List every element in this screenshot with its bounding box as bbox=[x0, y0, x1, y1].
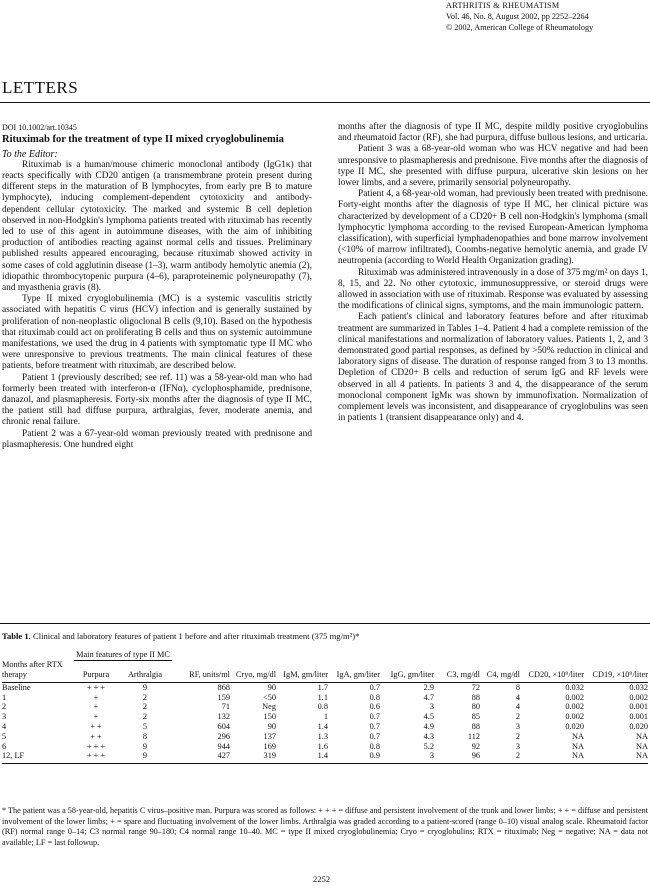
table-cell: 319 bbox=[230, 751, 276, 763]
paragraph-intro: Rituximab is a human/mouse chimeric monoclonal antibody (IgG1κ) that reacts specifically with CD20 antigen (a transmembrane protein present during different steps in the maturation of B lymphocytes, from early pre B to mature lymphocyte), inducing complement-dependent cytotoxicity and antibody-dependent cellular cytotoxicity. The marked and systemic B cell depletion observed in non-Hodgkin's lymphoma patients treated with rituximab has recently led to use of this agent in autoimmune diseases, with the aim of inhibiting production of antibodies reacting against normal cells and tissues. Preliminary published results appeared encouraging, because rituximab showed activity in some cases of cold agglutinin disease (1–3), warm antibody hemolytic anemia (2), idiopathic thrombocytopenic purpura (4–6), paraproteinemic polyneuropathy (7), and myasthenia gravis (8). bbox=[2, 159, 312, 293]
section-title: LETTERS bbox=[2, 78, 79, 97]
paragraph-patient-3: Patient 3 was a 68-year-old woman who was HCV negative and had been unresponsive to plasmapheresis and prednisone. Five months after the diagnosis of type II MC, she presented with diffuse purpura, ulcerative skin lesions on her lower limbs, and a severe, primarily sensorial polyneuropathy. bbox=[338, 144, 648, 189]
paragraph-dosing: Rituximab was administered intravenously in a dose of 375 mg/m² on days 1, 8, 15, and 22. No other cytotoxic, immunosuppressive, or steroid drugs were allowed in association with use of rituximab. Response was evaluated by assessing the modifications of clinical signs, symptoms, and the main immunologic pattern. bbox=[338, 267, 648, 312]
section-rule bbox=[0, 102, 650, 103]
table-cell: + bbox=[93, 702, 99, 712]
table-cell: 80 bbox=[471, 702, 480, 712]
table-row bbox=[2, 693, 648, 703]
col-header: C4, mg/dl bbox=[480, 660, 520, 682]
table-cell: 0.6 bbox=[369, 702, 380, 712]
table-cell: 9 bbox=[142, 682, 148, 692]
table-cell: 3 bbox=[2, 712, 7, 722]
table-cell: + bbox=[93, 712, 99, 722]
table-cell: 2 bbox=[142, 712, 148, 722]
left-column bbox=[2, 122, 312, 451]
table-cell: Baseline bbox=[2, 682, 31, 692]
table-cell: 1 bbox=[2, 692, 7, 702]
article-doi: DOI 10.1002/art.10345 bbox=[2, 123, 77, 132]
col-header: CD19, ×10⁹/liter bbox=[584, 660, 648, 682]
col-header: Arthralgia bbox=[118, 660, 172, 682]
paragraph-results: Each patient's clinical and laboratory features before and after rituximab treatment are summarized in Tables 1–4. Patient 4 had a complete remission of the clinical manifestations and normalization of laboratory values. Patients 1, 2, and 3 demonstrated good partial responses, as defined by >50% reduction in clinical and laboratory signs of disease. The duration of response ranged from 3 to 13 months. Depletion of CD20+ B cells and reduction of serum IgG and RF levels were observed in all 4 patients. In patients 3 and 4, the disappearance of the serum monoclonal component IgMκ was shown by immunofixation. Normalization of complement levels was inconsistent, and disappearance of cryoglobulins was seen in patients 1 (transient disappearance only) and 4. bbox=[338, 312, 648, 424]
table-top-rule bbox=[0, 623, 650, 624]
table-caption bbox=[2, 631, 359, 641]
volume-line: Vol. 46, No. 8, August 2002, pp 2252–2264 bbox=[446, 12, 589, 21]
table-cell: 2 bbox=[142, 702, 148, 712]
table-cell: 0.002 bbox=[565, 692, 584, 702]
table-cell: 5.2 bbox=[423, 741, 434, 751]
table-label: Table 1. bbox=[2, 631, 31, 641]
table-cell: 132 bbox=[217, 712, 230, 722]
journal-header bbox=[446, 0, 646, 33]
table-cell: 5 bbox=[142, 722, 148, 732]
table-cell: 0.7 bbox=[369, 731, 380, 741]
table-cell: 8 bbox=[142, 731, 148, 741]
table-cell: 868 bbox=[217, 682, 230, 692]
table-cell: 2 bbox=[480, 751, 520, 763]
table-cell: 2.9 bbox=[423, 682, 434, 692]
paragraph-patient-2: Patient 2 was a 67-year-old woman previously treated with prednisone and plasmapheresis. One hundred eight bbox=[2, 428, 312, 450]
copyright-line: © 2002, American College of Rheumatology bbox=[446, 23, 594, 32]
col-header: IgA, gm/liter bbox=[328, 660, 380, 682]
table-row bbox=[2, 722, 648, 732]
col-header: RF, units/ml bbox=[172, 660, 230, 682]
table-cell: 1.1 bbox=[317, 692, 328, 702]
table-cell: 2 bbox=[515, 731, 520, 741]
table-cell: 0.7 bbox=[369, 682, 380, 692]
table-footnote: * The patient was a 58-year-old, hepatitis C virus–positive man. Purpura was scored as follows: + + + = diffuse and persistent involvement of the trunk and lower limbs; + + = diffuse and persistent involvement of the lower limbs; + = spare and fluctuating involvement of the lower limbs. Arthralgia was graded according to a patient-scored (range 0–10) visual analog scale. Rheumatoid factor (RF) normal range 0–14; C3 normal range 90–180; C4 normal range 10–40. MC = type II mixed cryoglobulinemia; Cryo = cryoglobulins; RTX = rituximab; Neg = negative; NA = data not available; LF = last followup. bbox=[2, 806, 648, 847]
table-cell: 4.7 bbox=[423, 692, 434, 702]
table-cell: 12, LF bbox=[2, 751, 74, 763]
table-cell: 112 bbox=[467, 731, 480, 741]
table-cell: 0.9 bbox=[328, 751, 380, 763]
table-cell: 88 bbox=[471, 722, 480, 732]
table-cell: 0.8 bbox=[317, 702, 328, 712]
table-cell: 137 bbox=[263, 731, 276, 741]
table-cell: 4 bbox=[2, 722, 7, 732]
table-cell: 4 bbox=[515, 692, 520, 702]
table-cell: 3 bbox=[429, 702, 434, 712]
table-cell: 0.020 bbox=[629, 722, 648, 732]
paragraph-patient-2-cont: months after the diagnosis of type II MC, despite mildly positive cryoglobulins and rheumatoid factor (RF), she had purpura, diffuse bullous lesions, and urticaria. bbox=[338, 122, 648, 144]
table-cell: 90 bbox=[267, 722, 276, 732]
paragraph-mc: Type II mixed cryoglobulinemia (MC) is a systemic vasculitis strictly associated with hepatitis C virus (HCV) infection and is generally sustained by proliferation of non-neoplastic oligoclonal B cells (9,10). Based on the hypothesis that rituximab could act on proliferating B cells and thus on systemic autoimmune manifestations, we used the drug in 4 patients with symptomatic type II MC who were unresponsive to previous treatments. The main clinical features of these patients, before treatment with rituximab, are described below. bbox=[2, 294, 312, 372]
table-cell: 0.002 bbox=[629, 692, 648, 702]
table-cell: 72 bbox=[471, 682, 480, 692]
table-cell: 0.002 bbox=[565, 702, 584, 712]
col-header: C3, mg/dl bbox=[434, 660, 480, 682]
table-cell: 90 bbox=[267, 682, 276, 692]
table-cell: 1.4 bbox=[276, 751, 328, 763]
table-row bbox=[2, 702, 648, 712]
table-cell: 1.4 bbox=[317, 722, 328, 732]
table-cell: 6 bbox=[2, 741, 7, 751]
table-cell: 5 bbox=[2, 731, 7, 741]
table-cell: NA bbox=[572, 741, 584, 751]
table-row bbox=[2, 742, 648, 752]
table-cell: 4.3 bbox=[423, 731, 434, 741]
table-cell: 0.8 bbox=[369, 741, 380, 751]
table-cell: + + + bbox=[86, 741, 106, 751]
table-cell: 88 bbox=[471, 692, 480, 702]
table-cell: 0.8 bbox=[369, 692, 380, 702]
table-cell: + + + bbox=[74, 751, 118, 763]
table-cell: 71 bbox=[221, 702, 230, 712]
table-row bbox=[2, 682, 648, 692]
col-header: IgG, gm/liter bbox=[380, 660, 434, 682]
col-header: CD20, ×10⁹/liter bbox=[520, 660, 584, 682]
table-cell: 4 bbox=[515, 702, 520, 712]
table-cell: 9 bbox=[142, 741, 148, 751]
col-header: Months after RTX therapy bbox=[2, 660, 74, 682]
table-cell: 0.7 bbox=[369, 712, 380, 722]
table-cell: NA bbox=[520, 751, 584, 763]
col-header: Purpura bbox=[74, 660, 118, 682]
table-cell: + bbox=[93, 692, 99, 702]
group-header: Main features of type II MC bbox=[74, 650, 172, 660]
table-cell: 96 bbox=[434, 751, 480, 763]
table-cell: 4.9 bbox=[423, 722, 434, 732]
table-cell: NA bbox=[584, 751, 648, 763]
table-cell: 1.3 bbox=[317, 731, 328, 741]
table-cell: 8 bbox=[515, 682, 520, 692]
table-cell: + + bbox=[90, 731, 102, 741]
table-cell: + + + bbox=[86, 682, 106, 692]
table-cell: NA bbox=[572, 731, 584, 741]
table-cell: 0.002 bbox=[565, 712, 584, 722]
table-cell: 0.7 bbox=[369, 722, 380, 732]
paragraph-patient-1: Patient 1 (previously described; see ref. 11) was a 58-year-old man who had formerly been treated with interferon-α (IFNα), cyclophosphamide, prednisone, danazol, and plasmapheresis. Forty-six months after the diagnosis of type II MC, the patient still had diffuse purpura, arthralgias, fever, moderate anemia, and chronic renal failure. bbox=[2, 372, 312, 428]
table-cell: 3 bbox=[515, 722, 520, 732]
table-cell: 3 bbox=[380, 751, 434, 763]
table-cell: 1 bbox=[323, 712, 328, 722]
table-cell: <50 bbox=[263, 692, 276, 702]
table-cell: 9 bbox=[118, 751, 172, 763]
page-number: 2252 bbox=[313, 874, 330, 884]
table-caption-text: Clinical and laboratory features of patient 1 before and after rituximab treatment (375 mg/m²)* bbox=[32, 631, 360, 641]
table-row bbox=[2, 712, 648, 722]
table-cell: 85 bbox=[471, 712, 480, 722]
table-cell: 2 bbox=[2, 702, 7, 712]
table-row bbox=[2, 751, 648, 763]
table-cell: Neg bbox=[262, 702, 276, 712]
table-cell: 169 bbox=[263, 741, 276, 751]
table-cell: 92 bbox=[471, 741, 480, 751]
table-cell: 159 bbox=[217, 692, 230, 702]
right-column bbox=[338, 122, 648, 424]
table-cell: NA bbox=[636, 731, 648, 741]
table-cell: 150 bbox=[263, 712, 276, 722]
data-table bbox=[2, 650, 648, 764]
table-cell: 2 bbox=[142, 692, 148, 702]
table-cell: 3 bbox=[515, 741, 520, 751]
article-title: Rituximab for the treatment of type II mixed cryoglobulinemia bbox=[2, 134, 284, 145]
table-cell: 0.020 bbox=[565, 722, 584, 732]
table-cell: 0.001 bbox=[629, 702, 648, 712]
table-cell: NA bbox=[636, 741, 648, 751]
journal-name: ARTHRITIS & RHEUMATISM bbox=[446, 1, 560, 10]
table-cell: 1.6 bbox=[317, 741, 328, 751]
table-cell: 944 bbox=[217, 741, 230, 751]
salutation: To the Editor: bbox=[2, 148, 58, 160]
table-cell: 604 bbox=[217, 722, 230, 732]
table-cell: 0.032 bbox=[565, 682, 584, 692]
table-cell: 4.5 bbox=[423, 712, 434, 722]
table-cell: + + bbox=[90, 722, 102, 732]
col-header: Cryo, mg/dl bbox=[230, 660, 276, 682]
paragraph-patient-4: Patient 4, a 68-year-old woman, had previously been treated with prednisone. Forty-eight months after the diagnosis of type II MC, her clinical picture was characterized by development of a CD20+ B cell non-Hodgkin's lymphoma (small lymphocytic lymphoma according to the revised European-American lymphoma classification), with superficial lymphadenopathies and bone marrow involvement (<10% of marrow infiltrated), Coombs-negative hemolytic anemia, and grade IV neutropenia (according to World Health Organization grading). bbox=[338, 189, 648, 267]
table-cell: 1.7 bbox=[317, 682, 328, 692]
table-cell: 296 bbox=[217, 731, 230, 741]
table-cell: 2 bbox=[515, 712, 520, 722]
table-cell: 427 bbox=[172, 751, 230, 763]
table-cell: 0.032 bbox=[629, 682, 648, 692]
table-row bbox=[2, 732, 648, 742]
col-header: IgM, gm/liter bbox=[276, 660, 328, 682]
table-cell: 0.001 bbox=[629, 712, 648, 722]
